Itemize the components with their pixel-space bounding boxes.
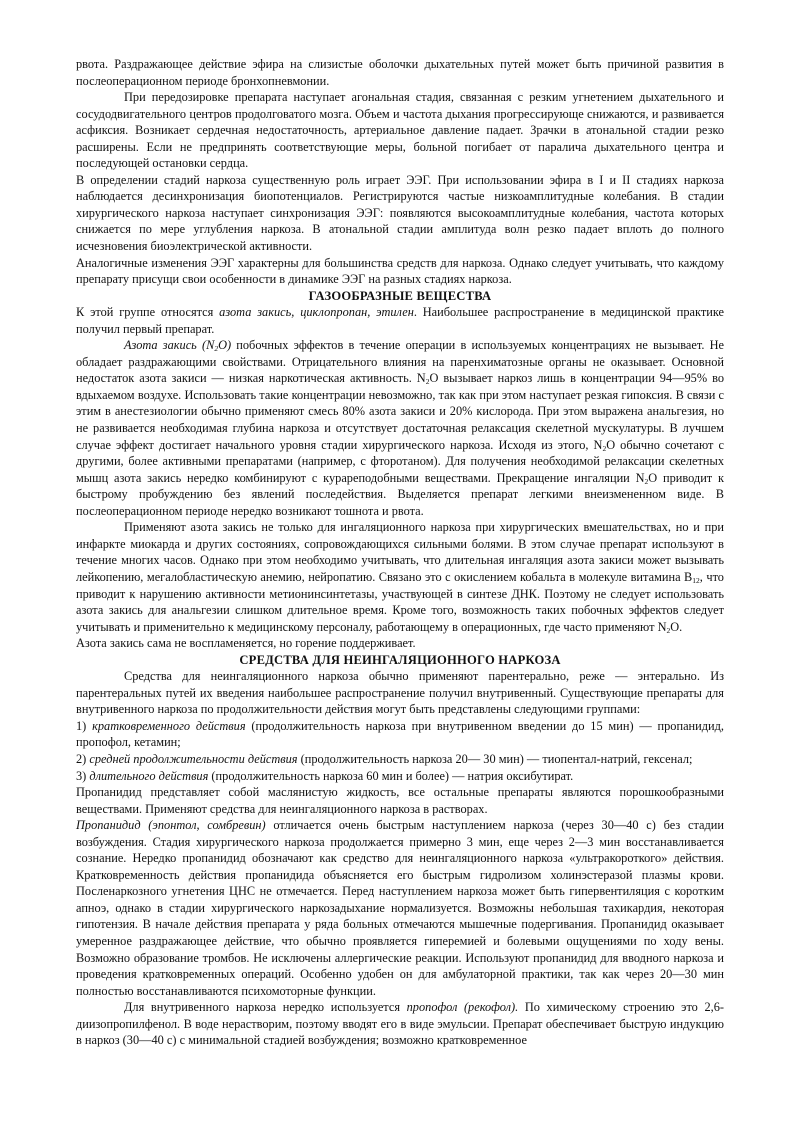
paragraph-propofol: Для внутривенного наркоза нередко используется пропофол (рекофол). По химическому строению это 2,6-диизопропилфенол. В воде нерастворим, поэтому вводят его в виде эмульсии. Препарат обеспечивает быструю индукцию в наркоз (30—40 с) с минимальной стадией возбуждения; возможно кратковременное [76,1000,724,1048]
paragraph-agonal-stage: При передозировке препарата наступает агональная стадия, связанная с резким угнетением дыхательного и сосудодвигательного центров продолговатого мозга. Объем и частота дыхания прогрессирующе снижаются, и развивается асфиксия. Возникает сердечная недостаточность, артериальное давление падает. Зрачки в атональной стадии резко расширены. Если не предпринять соответствующие меры, больной погибает от паралича дыхательного центра и последующей остановки сердца. [76,90,724,171]
heading-non-inhalation-anesthesia: СРЕДСТВА ДЛЯ НЕИНГАЛЯЦИОННОГО НАРКОЗА [239,652,561,667]
list-item-short-acting: 1) кратковременного действия (продолжительность наркоза при внутривенном введении до 15 мин) — пропанидид, пропофол, кетамин; [76,718,725,750]
paragraph-nitrous-oxide-use: Применяют азота закись не только для ингаляционного наркоза при хирургических вмешательствах, но и при инфаркте миокарда и других состояниях, сопровождающихся сильными болями. В этом случае препарат используют в течение многих часов. Однако при этом необходимо учитывать, что длительная ингаляция азота закиси может вызывать лейкопению, мегалобластическую анемию, нейропатию. Связано это с окислением кобальта в молекуле витамина $B_{12}$, что приводит к нарушению активности метионинсинтетазы, участвующей в синтезе ДНК. Поэтому не следует использовать азота закись для анальгезии слишком длительное время. Кроме того, возможность таких побочных эффектов следует учитывать и применительно к медицинскому персоналу, работающему в операционных, где часто применяют $N_2O$. [76,520,724,635]
paragraph-non-inhalation-intro: Средства для неингаляционного наркоза обычно применяют парентерально, реже — энтерально. Из парентеральных путей их введения наибольшее распространение получил внутривенный. Существующие препараты для внутривенного наркоза по продолжительности действия могут быть представлены следующими группами: [76,669,724,717]
paragraph-flammability: Азота закись сама не воспламеняется, но горение поддерживает. [76,636,416,651]
heading-gaseous-substances: ГАЗООБРАЗНЫЕ ВЕЩЕСТВА [308,288,492,303]
paragraph-eeg-changes: Аналогичные изменения ЭЭГ характерны для большинства средств для наркоза. Однако следует учитывать, что каждому препарату присущи свои особенности в динамике ЭЭГ на разных стадиях наркоза. [76,255,724,287]
paragraph-nitrous-oxide: Азота закись $(N_2O)$ побочных эффектов в течение операции в используемых концентрациях не вызывает. Не обладает раздражающими свойствами. Отрицательного влияния на паренхиматозные органы не оказывает. Основной недостаток азота закиси — низкая наркотическая активность. $N_2O$ вызывает наркоз лишь в концентрации 94—95% во вдыхаемом воздухе. Использовать такие концентрации невозможно, так как при этом наступает резкая гипоксия. В связи с этим в анестезиологии обычно применяют смесь 80% азота закиси и 20% кислорода. При этом выражена анальгезия, но не развивается необходимая глубина наркоза и отсутствует достаточная релаксация скелетной мускулатуры. В лучшем случае эффект достигает начального уровня стадии хирургического наркоза. Исходя из этого, $N_2O$ обычно сочетают с другими, более активными препаратами (например, с фторотаном). Для получения необходимой релаксации скелетных мышц азота закись нередко комбинируют с курареподобными веществами. Прекращение ингаляции $N_2O$ приводит к быстрому пробуждению без явлений последействия. Выделяется препарат легкими внеизмененном виде. В послеоперационном периоде нередко возникают тошнота и рвота. [76,338,725,518]
list-item-medium-acting: 2) средней продолжительности действия (продолжительность наркоза 20— 30 мин) — тиопентал-натрий, гексенал; [76,751,693,766]
paragraph-eeg-stages: В определении стадий наркоза существенную роль играет ЭЭГ. При использовании эфира в I и II стадиях наркоза наблюдается десинхронизация биопотенциалов. Регистрируются частые низкоамплитудные колебания. В стадии хирургического наркоза наступает синхронизация ЭЭГ: появляются высокоамплитудные колебания, частота которых снижается по мере углубления наркоза. В атональной стадии амплитуда волн резко падает вплоть до полного исчезновения биоэлектрической активности. [76,172,724,254]
paragraph-gas-group: К этой группе относятся азота закись, циклопропан, этилен. Наибольшее распространение в медицинской практике получил первый препарат. [76,305,725,336]
list-item-long-acting: 3) длительного действия (продолжительность наркоза 60 мин и более) — натрия оксибутират. [76,768,574,783]
document-page [76,56,724,1049]
paragraph-propanidid-form: Пропанидид представляет собой маслянистую жидкость, все остальные препараты являются порошкообразными веществами. Применяют средства для неингаляционного наркоза в растворах. [76,785,724,816]
paragraph-ether-irritation: рвота. Раздражающее действие эфира на слизистые оболочки дыхательных путей может быть причиной развития в послеоперационном периоде бронхопневмонии. [76,57,724,88]
paragraph-propanidid: Пропанидид (эпонтол, сомбревин) отличается очень быстрым наступлением наркоза (через 30—40 с) без стадии возбуждения. Стадия хирургического наркоза продолжается примерно 3 мин, еще через 2—3 мин восстанавливается сознание. Нередко пропанидид обозначают как средство для неингаляционного наркоза «ультракороткого» действия. Кратковременность действия пропанидида объясняется его быстрым гидролизом холинэстеразой плазмы крови. Посленаркозного угнетения ЦНС не отмечается. Перед наступлением наркоза может быть гипервентиляция с коротким апноэ, однако в стадии хирургического наркозадыхание нормализуется. Возможны небольшая тахикардия, некоторая гипотензия. В начале действия препарата у ряда больных отмечаются мышечные подергивания. Пропанидид оказывает умеренное раздражающее действие, что обычно проявляется гиперемией и болевыми ощущениями по ходу вены. Возможно образование тромбов. Не исключены аллергические реакции. Используют пропанидид для вводного наркоза и проведения кратковременных операций. Особенно удобен он для амбулаторной практики, так как через 20—30 мин полностью восстанавливаются психомоторные функции. [76,818,724,998]
